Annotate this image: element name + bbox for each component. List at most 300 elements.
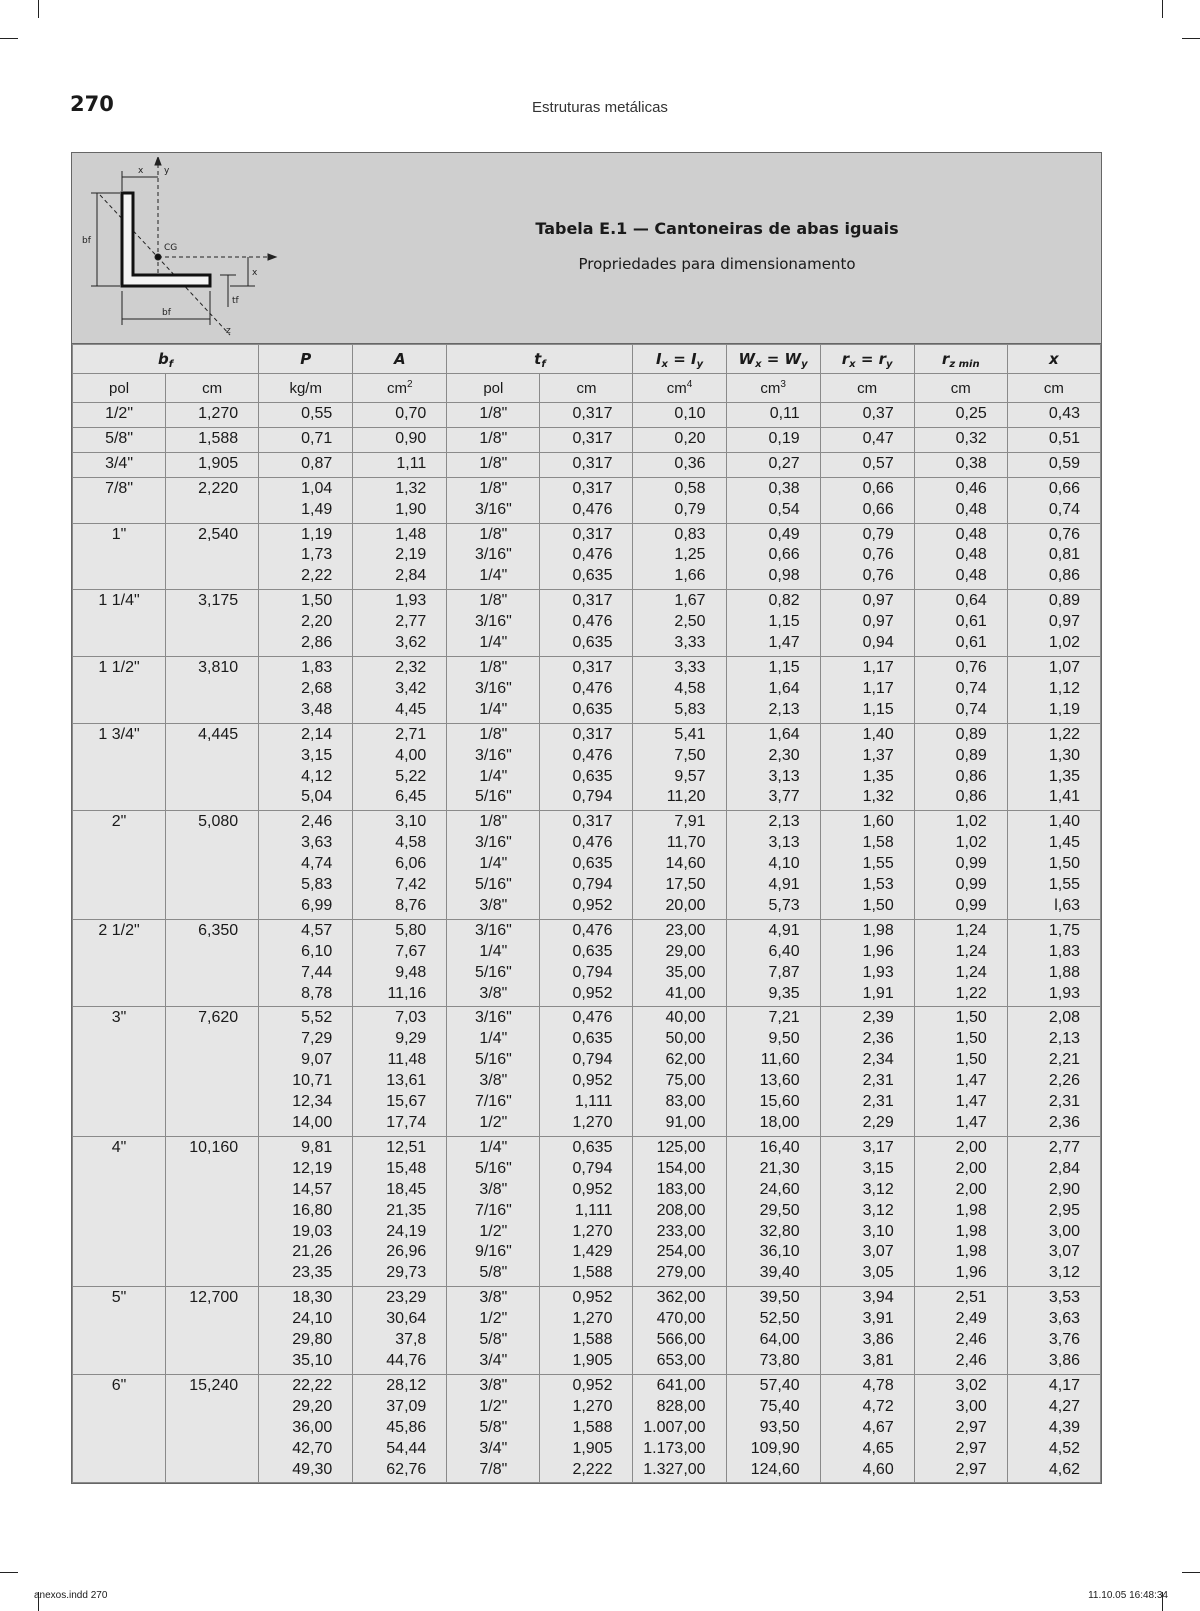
cell-value: 2,31 bbox=[862, 1072, 894, 1090]
cell-value: 1/8" bbox=[479, 479, 508, 497]
cell-value: 3,86 bbox=[862, 1331, 894, 1349]
table-row bbox=[73, 1374, 1101, 1483]
cell-value: 21,30 bbox=[759, 1159, 800, 1177]
table-body bbox=[73, 403, 1101, 1483]
cell-a bbox=[353, 523, 447, 590]
cell-value: 1,02 bbox=[955, 813, 987, 831]
cell-tf-cm bbox=[540, 427, 633, 452]
cell-tf-pol bbox=[447, 919, 540, 1007]
cell-value: 0,476 bbox=[572, 546, 613, 564]
cell-value: 4,10 bbox=[768, 855, 800, 873]
cell-x bbox=[1007, 403, 1100, 428]
cell-value: 3,42 bbox=[395, 679, 427, 697]
cell-a bbox=[353, 452, 447, 477]
cell-value: 1,905 bbox=[572, 1439, 613, 1457]
cell-x bbox=[1007, 452, 1100, 477]
cell-value: 362,00 bbox=[656, 1289, 706, 1307]
cell-rz bbox=[914, 723, 1007, 811]
cell-value: 1,98 bbox=[955, 1222, 987, 1240]
cell-value: 0,476 bbox=[572, 1009, 613, 1027]
cell-value: 0,48 bbox=[955, 500, 987, 518]
cell-value: 3,62 bbox=[395, 634, 427, 652]
cell-tf-cm bbox=[540, 1007, 633, 1136]
cell-value: 0,76 bbox=[862, 567, 894, 585]
cell-value: 2,50 bbox=[674, 613, 706, 631]
cell-value: 9,57 bbox=[674, 767, 706, 785]
cell-value: 7,91 bbox=[674, 813, 706, 831]
cell-value: 73,80 bbox=[759, 1351, 800, 1369]
cell-ix bbox=[633, 427, 726, 452]
cell-rz bbox=[914, 811, 1007, 920]
cell-value: 1,40 bbox=[862, 725, 894, 743]
cell-value: 1,83 bbox=[301, 658, 333, 676]
cell-value: 1/2" bbox=[479, 1222, 508, 1240]
cell-bf-cm: 5,080 bbox=[166, 811, 259, 920]
cell-tf-pol bbox=[447, 477, 540, 523]
data-table bbox=[72, 344, 1101, 1483]
cell-value: 5/16" bbox=[474, 1159, 512, 1177]
cell-value: 17,74 bbox=[386, 1114, 427, 1131]
cell-value: 4,91 bbox=[768, 921, 800, 939]
cell-wx bbox=[726, 590, 820, 657]
cell-rz bbox=[914, 523, 1007, 590]
cell-value: 3/16" bbox=[474, 1009, 512, 1027]
cell-bf-pol: 1 3/4" bbox=[73, 723, 166, 811]
header-bf: $b_f$ bbox=[73, 345, 259, 374]
cell-x bbox=[1007, 1287, 1100, 1375]
cell-value: 0,79 bbox=[674, 500, 706, 518]
cell-value: 0,74 bbox=[955, 679, 987, 697]
cell-value: 8,76 bbox=[395, 896, 427, 914]
cell-value: 2,13 bbox=[1048, 1030, 1080, 1048]
cell-bf-cm: 1,588 bbox=[166, 427, 259, 452]
table-row bbox=[73, 477, 1101, 523]
cell-value: 64,00 bbox=[759, 1331, 800, 1349]
crop-mark bbox=[38, 0, 39, 18]
table-row bbox=[73, 590, 1101, 657]
cell-tf-cm bbox=[540, 1136, 633, 1286]
cell-wx bbox=[726, 1007, 820, 1136]
cell-value: 1,270 bbox=[572, 1397, 613, 1415]
cell-value: 4,17 bbox=[1048, 1376, 1080, 1394]
cell-rx bbox=[820, 427, 914, 452]
cell-value: 0,794 bbox=[572, 963, 613, 981]
unit-cm3: $cm^3$ bbox=[726, 374, 820, 403]
cell-value: 2,19 bbox=[395, 546, 427, 564]
cell-value: 39,50 bbox=[759, 1289, 800, 1307]
cell-value: 5/16" bbox=[474, 876, 512, 894]
cell-value: 1.173,00 bbox=[643, 1439, 706, 1457]
cell-value: 29,50 bbox=[759, 1201, 800, 1219]
cell-wx bbox=[726, 523, 820, 590]
cell-value: 16,80 bbox=[292, 1201, 333, 1219]
cell-value: 7,67 bbox=[395, 942, 427, 960]
diagram-y-label: y bbox=[164, 166, 170, 176]
cell-rx bbox=[820, 1136, 914, 1286]
cell-value: 0,97 bbox=[862, 592, 894, 610]
cell-value: 1,24 bbox=[955, 921, 987, 939]
cell-rz bbox=[914, 452, 1007, 477]
cell-value: 1,02 bbox=[1048, 634, 1080, 652]
cell-value: 2,29 bbox=[862, 1114, 894, 1131]
cell-value: 5,83 bbox=[301, 876, 333, 894]
cell-ix bbox=[633, 919, 726, 1007]
cell-value: 1/8" bbox=[479, 725, 508, 743]
cell-a bbox=[353, 403, 447, 428]
cell-value: 0,25 bbox=[955, 405, 987, 422]
cell-value: 1,270 bbox=[572, 1114, 613, 1131]
cell-value: 15,48 bbox=[386, 1159, 427, 1177]
cell-value: 2,86 bbox=[301, 634, 333, 652]
cell-value: 7,42 bbox=[395, 876, 427, 894]
header-p: P bbox=[259, 345, 353, 374]
cell-value: 1,22 bbox=[1048, 725, 1080, 743]
cell-value: 1/8" bbox=[479, 405, 508, 422]
table-row bbox=[73, 811, 1101, 920]
cell-value: 1,50 bbox=[955, 1051, 987, 1069]
cell-value: 17,50 bbox=[665, 876, 706, 894]
cell-wx bbox=[726, 452, 820, 477]
cell-rx bbox=[820, 919, 914, 1007]
cell-value: 0,86 bbox=[1048, 567, 1080, 585]
unit-cm: cm bbox=[914, 374, 1007, 403]
cell-value: 0,99 bbox=[955, 855, 987, 873]
cell-value: 1,96 bbox=[862, 942, 894, 960]
cell-value: 0,476 bbox=[572, 679, 613, 697]
cell-value: 3,02 bbox=[955, 1376, 987, 1394]
cell-wx bbox=[726, 1287, 820, 1375]
cell-value: 1,15 bbox=[768, 613, 800, 631]
cell-value: 0,952 bbox=[572, 984, 613, 1002]
cell-rx bbox=[820, 477, 914, 523]
cell-value: 0,794 bbox=[572, 1051, 613, 1069]
diagram-bf-label: bf bbox=[82, 236, 91, 246]
diagram-x-label: x bbox=[138, 166, 144, 176]
cell-value: 14,60 bbox=[665, 855, 706, 873]
cell-value: 0,952 bbox=[572, 1180, 613, 1198]
cell-value: 0,11 bbox=[769, 405, 800, 422]
cell-value: 3,00 bbox=[1048, 1222, 1080, 1240]
cell-value: 1,55 bbox=[1048, 876, 1080, 894]
cell-tf-pol bbox=[447, 1136, 540, 1286]
cell-value: 91,00 bbox=[665, 1114, 706, 1131]
cell-value: 2,13 bbox=[768, 813, 800, 831]
cell-tf-pol bbox=[447, 656, 540, 723]
cell-value: 1,50 bbox=[1048, 855, 1080, 873]
cell-value: 35,00 bbox=[665, 963, 706, 981]
cell-x bbox=[1007, 723, 1100, 811]
crop-mark bbox=[0, 1572, 18, 1573]
cell-value: 0,476 bbox=[572, 834, 613, 852]
cell-value: 1,47 bbox=[955, 1072, 987, 1090]
cell-ix bbox=[633, 590, 726, 657]
crop-mark bbox=[0, 38, 18, 39]
cell-wx bbox=[726, 427, 820, 452]
cell-bf-pol: 4" bbox=[73, 1136, 166, 1286]
cell-value: 20,00 bbox=[665, 896, 706, 914]
cell-value: 3/8" bbox=[479, 984, 508, 1002]
unit-cm: cm bbox=[1007, 374, 1100, 403]
cell-ix bbox=[633, 452, 726, 477]
cell-bf-pol: 5" bbox=[73, 1287, 166, 1375]
running-head: Estruturas metálicas bbox=[532, 99, 668, 116]
cell-value: 30,64 bbox=[386, 1310, 427, 1328]
cell-value: 1,15 bbox=[862, 700, 894, 718]
cell-value: 5,04 bbox=[301, 788, 333, 806]
cell-value: 470,00 bbox=[656, 1310, 706, 1328]
cell-rx bbox=[820, 590, 914, 657]
table-row bbox=[73, 427, 1101, 452]
cell-tf-pol bbox=[447, 427, 540, 452]
table-row bbox=[73, 1136, 1101, 1286]
cell-a bbox=[353, 1287, 447, 1375]
cell-value: 9,50 bbox=[768, 1030, 800, 1048]
cell-value: 1,60 bbox=[862, 813, 894, 831]
cell-ix bbox=[633, 811, 726, 920]
cell-value: 0,58 bbox=[674, 479, 706, 497]
cell-bf-pol: 2 1/2" bbox=[73, 919, 166, 1007]
cell-value: 7,21 bbox=[768, 1009, 800, 1027]
cell-value: 1,50 bbox=[955, 1030, 987, 1048]
cell-value: 0,61 bbox=[955, 613, 987, 631]
cell-value: 23,29 bbox=[386, 1289, 427, 1307]
cell-value: 0,20 bbox=[674, 429, 706, 447]
cell-value: 6,40 bbox=[768, 942, 800, 960]
cell-bf-pol: 1 1/2" bbox=[73, 656, 166, 723]
cell-value: 0,37 bbox=[862, 405, 894, 422]
cell-value: 50,00 bbox=[665, 1030, 706, 1048]
cell-tf-cm bbox=[540, 1374, 633, 1483]
cell-value: 1,47 bbox=[955, 1114, 987, 1131]
cell-x bbox=[1007, 919, 1100, 1007]
cell-value: 44,76 bbox=[386, 1351, 427, 1369]
cell-value: 1,35 bbox=[862, 767, 894, 785]
crop-mark bbox=[1182, 1572, 1200, 1573]
footer-timestamp: 11.10.05 16:48:34 bbox=[1088, 1590, 1168, 1601]
footer-file-info: anexos.indd 270 bbox=[34, 1590, 108, 1601]
cell-value: 1,588 bbox=[572, 1331, 613, 1349]
cell-value: 5,83 bbox=[674, 700, 706, 718]
cell-value: 0,82 bbox=[768, 592, 800, 610]
cell-bf-cm: 2,220 bbox=[166, 477, 259, 523]
cell-value: 0,476 bbox=[572, 921, 613, 939]
cell-bf-pol: 1 1/4" bbox=[73, 590, 166, 657]
cell-p bbox=[259, 1007, 353, 1136]
cell-value: 1,25 bbox=[674, 546, 706, 564]
cell-rz bbox=[914, 919, 1007, 1007]
cell-rx bbox=[820, 811, 914, 920]
cell-x bbox=[1007, 656, 1100, 723]
cell-value: 1/4" bbox=[479, 767, 508, 785]
cell-value: 75,00 bbox=[665, 1072, 706, 1090]
cell-value: 2,71 bbox=[395, 725, 427, 743]
cell-value: 3,17 bbox=[862, 1138, 894, 1156]
cell-p bbox=[259, 811, 353, 920]
cell-value: 9,07 bbox=[301, 1051, 333, 1069]
table-row bbox=[73, 723, 1101, 811]
header-ix: $I_x = I_y$ bbox=[633, 345, 726, 374]
cell-value: 3,15 bbox=[862, 1159, 894, 1177]
cell-value: 0,46 bbox=[955, 479, 987, 497]
cell-tf-pol bbox=[447, 811, 540, 920]
cell-value: 4,65 bbox=[862, 1439, 894, 1457]
cell-value: 0,76 bbox=[955, 658, 987, 676]
cell-rz bbox=[914, 427, 1007, 452]
cell-value: 1,429 bbox=[572, 1243, 613, 1261]
cell-a bbox=[353, 1136, 447, 1286]
cell-value: 1/4" bbox=[479, 700, 508, 718]
cell-a bbox=[353, 811, 447, 920]
cell-rx bbox=[820, 1287, 914, 1375]
cell-value: 5,80 bbox=[395, 921, 427, 939]
cell-value: 4,00 bbox=[395, 746, 427, 764]
cell-value: 7/8" bbox=[479, 1460, 508, 1478]
cell-value: 0,317 bbox=[572, 725, 613, 743]
cell-value: 7,87 bbox=[768, 963, 800, 981]
cell-value: 6,99 bbox=[301, 896, 333, 914]
cell-value: 18,30 bbox=[292, 1289, 333, 1307]
cell-value: 1,19 bbox=[301, 525, 333, 543]
table-row bbox=[73, 1007, 1101, 1136]
cell-x bbox=[1007, 1007, 1100, 1136]
header-a: A bbox=[353, 345, 447, 374]
cell-value: 29,00 bbox=[665, 942, 706, 960]
cell-bf-cm: 3,810 bbox=[166, 656, 259, 723]
unit-pol: pol bbox=[447, 374, 540, 403]
cell-value: 0,635 bbox=[572, 567, 613, 585]
cell-p bbox=[259, 523, 353, 590]
cell-value: 0,635 bbox=[572, 855, 613, 873]
cell-value: 2,13 bbox=[768, 700, 800, 718]
cell-value: 1,12 bbox=[1048, 679, 1080, 697]
cell-value: 3/8" bbox=[479, 1289, 508, 1307]
cell-p bbox=[259, 590, 353, 657]
unit-cm4: $cm^4$ bbox=[633, 374, 726, 403]
cell-value: 1/8" bbox=[479, 813, 508, 831]
cell-value: 4,74 bbox=[301, 855, 333, 873]
cell-value: 1,47 bbox=[955, 1093, 987, 1111]
cell-value: 0,317 bbox=[572, 813, 613, 831]
cell-value: 3,15 bbox=[301, 746, 333, 764]
cell-value: 233,00 bbox=[656, 1222, 706, 1240]
cell-value: 0,59 bbox=[1048, 454, 1080, 472]
cell-value: 9/16" bbox=[474, 1243, 512, 1261]
cell-value: 11,20 bbox=[666, 788, 706, 806]
table-title: Tabela E.1 — Cantoneiras de abas iguais bbox=[535, 219, 899, 238]
cell-tf-pol bbox=[447, 523, 540, 590]
cell-wx bbox=[726, 477, 820, 523]
cell-value: 5/16" bbox=[474, 963, 512, 981]
cell-value: 1,91 bbox=[862, 984, 894, 1002]
cell-ix bbox=[633, 1374, 726, 1483]
cell-value: 0,89 bbox=[955, 746, 987, 764]
cell-value: 0,635 bbox=[572, 1138, 613, 1156]
cell-tf-pol bbox=[447, 452, 540, 477]
cell-value: 0,97 bbox=[862, 613, 894, 631]
cell-value: 3/8" bbox=[479, 1072, 508, 1090]
cell-value: 7,44 bbox=[301, 963, 333, 981]
cell-ix bbox=[633, 723, 726, 811]
table-caption bbox=[72, 153, 1101, 344]
cell-value: 1,32 bbox=[395, 479, 427, 497]
cell-value: 4,57 bbox=[301, 921, 333, 939]
cell-value: 0,97 bbox=[1048, 613, 1080, 631]
cell-bf-pol: 1" bbox=[73, 523, 166, 590]
cell-a bbox=[353, 1374, 447, 1483]
cell-value: 37,8 bbox=[395, 1331, 427, 1349]
cell-tf-cm bbox=[540, 477, 633, 523]
cell-x bbox=[1007, 590, 1100, 657]
cell-value: 14,57 bbox=[292, 1180, 333, 1198]
cell-value: 2,14 bbox=[301, 725, 333, 743]
cell-value: 3,07 bbox=[862, 1243, 894, 1261]
cell-value: 0,99 bbox=[955, 896, 987, 914]
cell-value: 0,317 bbox=[572, 454, 613, 472]
cell-value: 2,31 bbox=[862, 1093, 894, 1111]
cell-value: 18,45 bbox=[386, 1180, 427, 1198]
cell-value: 1,22 bbox=[955, 984, 987, 1002]
cell-tf-cm bbox=[540, 656, 633, 723]
cell-value: 0,952 bbox=[572, 1376, 613, 1394]
cell-ix bbox=[633, 523, 726, 590]
cell-value: 83,00 bbox=[665, 1093, 706, 1111]
cell-value: 3,12 bbox=[862, 1180, 894, 1198]
cell-bf-pol: 3/4" bbox=[73, 452, 166, 477]
table-row bbox=[73, 452, 1101, 477]
cell-rx bbox=[820, 656, 914, 723]
cell-p bbox=[259, 427, 353, 452]
cell-value: 4,58 bbox=[674, 679, 706, 697]
cell-value: 2,51 bbox=[955, 1289, 987, 1307]
cell-ix bbox=[633, 477, 726, 523]
cell-value: 2,90 bbox=[1048, 1180, 1080, 1198]
cell-ix bbox=[633, 1007, 726, 1136]
cell-value: 1,588 bbox=[572, 1264, 613, 1282]
cell-value: 0,66 bbox=[1048, 479, 1080, 497]
diagram-x-label-right: x bbox=[252, 268, 258, 278]
cell-value: 37,09 bbox=[386, 1397, 427, 1415]
cell-value: 0,74 bbox=[955, 700, 987, 718]
cell-bf-pol: 6" bbox=[73, 1374, 166, 1483]
cell-value: 3/8" bbox=[479, 896, 508, 914]
cell-value: 3/16" bbox=[474, 546, 512, 564]
cell-bf-cm: 3,175 bbox=[166, 590, 259, 657]
cell-value: 2,68 bbox=[301, 679, 333, 697]
cell-value: 2,222 bbox=[572, 1460, 613, 1478]
header-rz: $r_{z min}$ bbox=[914, 345, 1007, 374]
cell-tf-cm bbox=[540, 723, 633, 811]
cell-rz bbox=[914, 656, 1007, 723]
cell-value: 2,31 bbox=[1048, 1093, 1080, 1111]
cell-value: 0,635 bbox=[572, 942, 613, 960]
cell-value: 566,00 bbox=[656, 1331, 706, 1349]
cell-rx bbox=[820, 403, 914, 428]
cell-value: 0,635 bbox=[572, 634, 613, 652]
cell-bf-cm: 15,240 bbox=[166, 1374, 259, 1483]
cell-a bbox=[353, 723, 447, 811]
cell-value: 0,36 bbox=[674, 454, 706, 472]
cell-rx bbox=[820, 1374, 914, 1483]
cell-value: 1,83 bbox=[1048, 942, 1080, 960]
cell-value: 0,952 bbox=[572, 1289, 613, 1307]
page-number: 270 bbox=[70, 92, 114, 116]
cell-value: 0,317 bbox=[572, 658, 613, 676]
cell-value: 5/8" bbox=[479, 1331, 508, 1349]
cell-bf-cm: 1,905 bbox=[166, 452, 259, 477]
cell-rz bbox=[914, 1007, 1007, 1136]
cell-value: 26,96 bbox=[386, 1243, 427, 1261]
cell-value: 12,51 bbox=[386, 1138, 427, 1156]
